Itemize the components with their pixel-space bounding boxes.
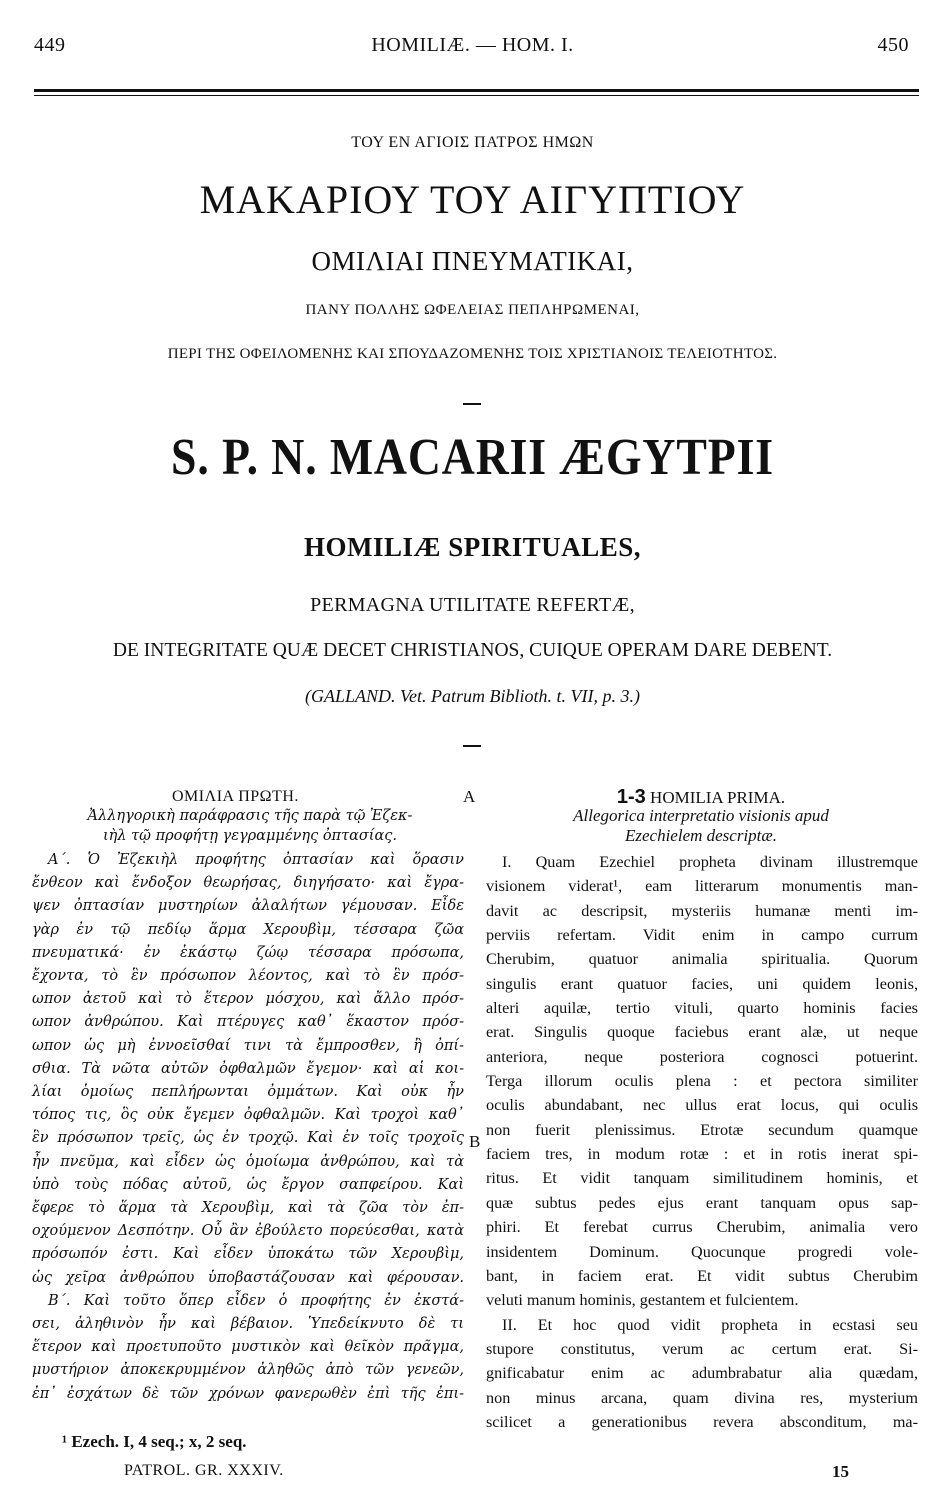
text-line: erat. Singulis quoque faciebus erant alæ, ut neque	[486, 1023, 918, 1042]
text-line: πρόσωπόν ἐστι. Καὶ εἶδεν ὑποκάτω τῶν Χερουβὶμ,	[32, 1246, 464, 1263]
text-line: οχούμενον Δεσπότην. Οὗ ἂν ἐβούλετο πορεύεσθαι, κατὰ	[32, 1223, 464, 1240]
text-line: ἓν πρόσωπον τρεῖς, ὡς ἐν τροχῷ. Καὶ ἐν τοῖς τροχοῖς	[32, 1130, 464, 1147]
text-line: non minus arcana, quam divina res, mysterium	[486, 1388, 918, 1407]
subtitle-line: Ezechielem descriptæ.	[624, 826, 777, 845]
text-line: ὡς χεῖρα ἀνθρώπου ὑποβαστάζουσαν καὶ φέρουσαν.	[32, 1269, 464, 1286]
text-line: quæ subtus pedes ejus erant tanquam opus sap-	[486, 1193, 918, 1212]
text-line: Α΄. Ὁ Ἐζεκιὴλ προφήτης ὀπτασίαν καὶ ὅρασιν	[48, 852, 464, 868]
text-line: Β΄. Καὶ τοῦτο ὅπερ εἶδεν ὁ προφήτης ἐν ἐκστά-	[48, 1292, 464, 1309]
text-line: alteri aquilæ, tertio vituli, quarto hominis facies	[486, 999, 918, 1018]
greek-title-work: ΟΜΙΛΙΑΙ ΠΝΕΥΜΑΤΙΚΑΙ,	[311, 246, 634, 276]
text-line: davit ac descripsit, mysteriis humanæ menti im-	[486, 901, 918, 920]
text-line: σει, ἀληθινὸν ἦν καὶ βέβαιον. Ὑπεδείκνυτο δὲ τι	[32, 1316, 464, 1333]
latin-title-work: HOMILIÆ SPIRITUALES,	[303, 532, 642, 562]
greek-title-author: ΜΑΚΑΡΙΟΥ ΤΟΥ ΑΙΓΥΠΤΙΟΥ	[199, 177, 746, 222]
text-line: stupore constitutus, verum ac certum erat. Si-	[486, 1339, 918, 1358]
margin-marker-a: A	[463, 787, 476, 806]
text-line: ἔχοντα, τὸ ἓν πρόσωπον λέοντος, καὶ τὸ ἓν πρόσ-	[32, 968, 464, 985]
patrol-signature: PATROL. GR. XXXIV.	[124, 1462, 284, 1479]
text-line: ψεν ὀπτασίαν μυστηρίων ἀλαλήτων γέμουσαν. Εἶδε	[32, 898, 464, 915]
margin-marker-b: B	[469, 1132, 481, 1151]
text-line: πνευματικά· ἐν ἑκάστῳ ζώῳ τέσσαρα πρόσωπα,	[32, 944, 464, 961]
subtitle-line: Allegorica interpretatio visionis apud	[573, 806, 829, 825]
greek-homily-subtitle	[32, 806, 468, 846]
text-line: oculis abundabant, nec ullus erat locus, qui oculis	[486, 1096, 918, 1115]
greek-text-body	[32, 849, 464, 1406]
text-line: ωπον ἀετοῦ καὶ τὸ ἕτερον μόσχου, καὶ ἄλλο πρόσ-	[32, 991, 464, 1008]
greek-homily-heading: ΟΜΙΛΙΑ ΠΡΩΤΗ.	[172, 788, 299, 805]
text-line: γὰρ ἐν τῷ πεδίῳ ἅρμα Χερουβὶμ, τέσσαρα ζῶα	[32, 921, 464, 938]
latin-text-body	[486, 850, 918, 1434]
latin-title-line4: DE INTEGRITATE QUÆ DECET CHRISTIANOS, CUIQUE OPERAM DARE DEBENT.	[112, 640, 833, 661]
text-line: ἕτερον καὶ προετυποῦτο μυστικὸν καὶ θεῖκὸν πρᾶγμα,	[32, 1339, 464, 1356]
greek-title-line5: ΠΕΡΙ ΤΗΣ ΟΦΕΙΛΟΜΕΝΗΣ ΚΑΙ ΣΠΟΥΔΑΖΟΜΕΝΗΣ ΤΟΙΣ ΧΡΙΣΤΙΑΝΟΙΣ ΤΕΛΕΙΟΤΗΤΟΣ.	[167, 346, 778, 362]
latin-title-source: (GALLAND. Vet. Patrum Biblioth. t. VII, p. 3.)	[305, 686, 640, 706]
text-line: μυστήριον ἀποκεκρυμμένον ἀληθῶς ἀπὸ τῶν γενεῶν,	[32, 1362, 464, 1379]
text-line: bant, in faciem erat. Et vidit subtus Cherubim	[486, 1266, 918, 1285]
latin-homily-subtitle	[484, 806, 918, 846]
text-line: perviis refertam. Vidit enim in campo currum	[486, 926, 918, 945]
text-line: II. Et hoc quod vidit propheta in ecstasi seu	[502, 1315, 918, 1334]
text-line: ἔνθεον καὶ ἔνδοξον θεωρήσας, διηγήσατο· καὶ ἔγρα-	[32, 875, 464, 892]
text-line: ὑπὸ τοὺς πόδας αὐτοῦ, ὡς ἔργον σαπφείρου. Καὶ	[32, 1176, 464, 1193]
text-line: λίαι ὁμοίως πεπλήρωνται ὀμμάτων. Καὶ οὐκ ἦν	[32, 1084, 464, 1101]
text-line: τόπος τις, ὃς οὐκ ἔγεμεν ὀφθαλμῶν. Καὶ τροχοὶ καθ᾽	[32, 1107, 464, 1124]
greek-title-line1: ΤΟΥ ΕΝ ΑΓΙΟΙΣ ΠΑΤΡΟΣ ΗΜΩΝ	[351, 134, 594, 151]
latin-title-line3: PERMAGNA UTILITATE REFERTÆ,	[310, 594, 635, 616]
text-line: phiri. Et ferebat currus Cherubim, animalia vero	[486, 1218, 918, 1237]
text-line: scilicet a generationibus revera absconditum, ma-	[486, 1412, 918, 1431]
title-divider	[463, 403, 481, 405]
text-line: anteriora, neque posteriora cognosci potuerint.	[486, 1047, 918, 1066]
text-line: ωπον ὡς μὴ ἐννοεῖσθαί τινι τὰ ἔμπροσθεν, ἢ ὀπί-	[32, 1037, 464, 1054]
text-line: visionem viderat¹, eam litterarum monumentis man-	[486, 877, 918, 896]
running-title: HOMILIÆ. — HOM. I.	[371, 34, 574, 56]
text-line: ωπον ἀνθρώπου. Καὶ πτέρυγες καθ᾽ ἕκαστον πρόσ-	[32, 1014, 464, 1031]
text-line: ritus. Et vidit tanquam similitudinem hominis, et	[486, 1169, 918, 1188]
greek-title-line4: ΠΑΝΥ ΠΟΛΛΗΣ ΩΦΕΛΕΙΑΣ ΠΕΠΛΗΡΩΜΕΝΑΙ,	[305, 302, 640, 318]
column-number: 1-3	[616, 786, 646, 808]
text-line: Cherubim, quatuor animalia spiritualia. Quorum	[486, 950, 918, 969]
latin-homily-heading: HOMILIA PRIMA.	[650, 788, 786, 807]
page-number-right: 450	[877, 34, 909, 56]
latin-title-author: S. P. N. MACARII ÆGYTPII	[171, 429, 774, 486]
text-line: ἔφερε τὸ ἅρμα τὰ Χερουβὶμ, καὶ τὰ ζῶα τὸν ἐπ-	[32, 1200, 464, 1217]
header-rule-thin	[34, 95, 919, 96]
section-divider	[463, 745, 481, 747]
subtitle-line: ιὴλ τῷ προφήτῃ γεγραμμένης ὀπτασίας.	[102, 828, 398, 844]
text-line: insidentem Dominum. Quocunque progredi vole-	[486, 1242, 918, 1261]
text-line: ἐπ᾽ ἐσχάτων δὲ τῶν χρόνων φανερωθὲν ἐπὶ τῆς ἐπι-	[32, 1385, 464, 1402]
text-line: σθια. Τὰ νῶτα αὐτῶν ὀφθαλμῶν ἔγεμον· καὶ αἱ κοι-	[32, 1060, 464, 1077]
text-line: faciem tres, in modum rotæ : et in rotis inerat spi-	[486, 1145, 918, 1164]
footnote: ¹ Ezech. I, 4 seq.; x, 2 seq.	[62, 1432, 247, 1451]
text-line: gnificabatur enim ac adumbrabatur alia quædam,	[486, 1364, 918, 1383]
header-rule-thick	[34, 89, 919, 92]
text-line: Terga illorum oculis plena : et pectora similiter	[486, 1072, 918, 1091]
page-number-left: 449	[34, 34, 66, 56]
subtitle-line: Ἀλληγορικὴ παράφρασις τῆς παρὰ τῷ Ἐζεκ-	[87, 808, 413, 824]
text-line: non fuerit plenissimus. Etrotæ secundum quamque	[486, 1120, 918, 1139]
text-line: singulis erant quatuor facies, uni quidem leonis,	[486, 974, 918, 993]
text-line: ἦν πνεῦμα, καὶ εἶδεν ὡς ὁμοίωμα ἀνθρώπου, καὶ τὰ	[32, 1153, 464, 1170]
text-line: I. Quam Ezechiel propheta divinam illustremque	[502, 853, 918, 871]
text-line: veluti manum hominis, gestantem et fulcientem.	[486, 1291, 799, 1310]
gathering-signature: 15	[832, 1462, 849, 1481]
